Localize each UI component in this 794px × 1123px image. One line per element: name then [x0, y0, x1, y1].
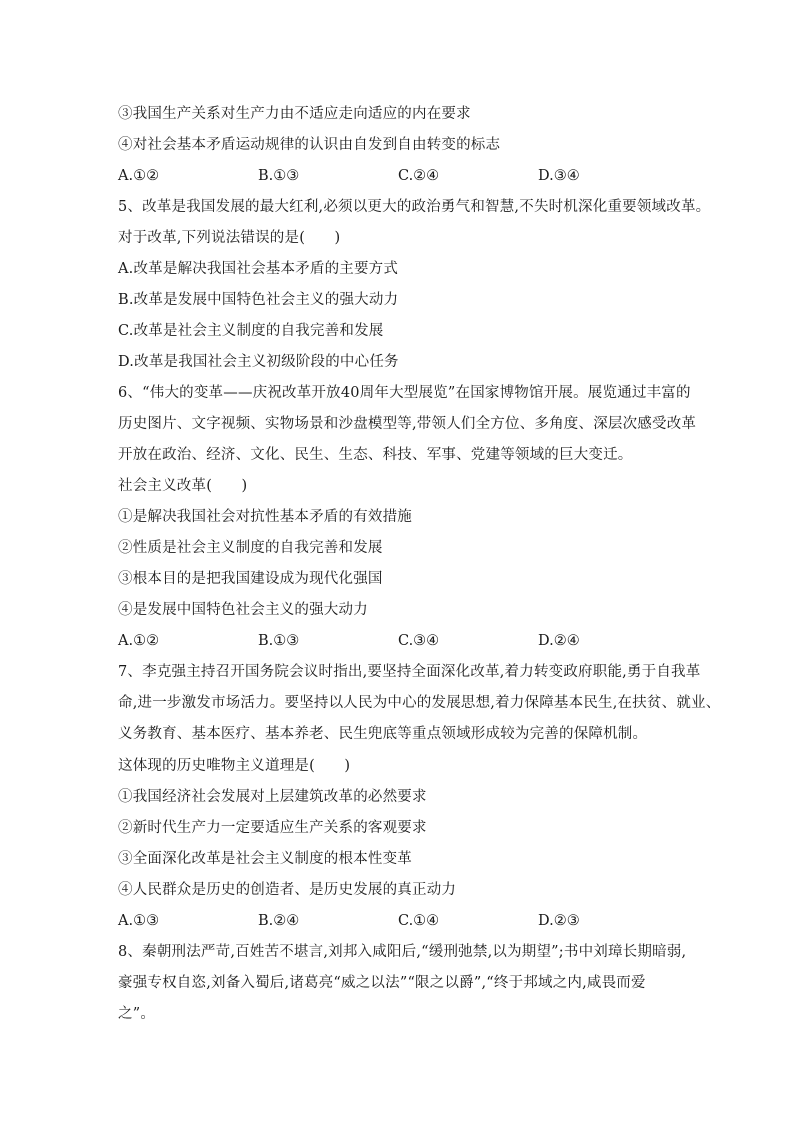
q4-option-b: B.①③	[258, 168, 300, 184]
q6-stem-line-2: 历史图片、文字视频、实物场景和沙盘模型等,带领人们全方位、多角度、深层次感受改革	[118, 416, 697, 432]
q7-stem-line-3: 义务教育、基本医疗、基本养老、民生兜底等重点领域形成较为完善的保障机制。	[118, 726, 648, 742]
q5-stem-line-2: 对于改革,下列说法错误的是( )	[118, 230, 341, 246]
q6-stem-line-3: 开放在政治、经济、文化、民生、生态、科技、军事、党建等领域的巨大变迁。	[118, 447, 633, 463]
q7-statement-2: ②新时代生产力一定要适应生产关系的客观要求	[118, 820, 427, 836]
q7-option-a: A.①③	[118, 913, 160, 929]
q7-statement-4: ④人民群众是历史的创造者、是历史发展的真正动力	[118, 882, 457, 898]
q6-statement-2: ②性质是社会主义制度的自我完善和发展	[118, 540, 383, 556]
q6-statement-3: ③根本目的是把我国建设成为现代化强国	[118, 571, 383, 587]
q6-stem-line-1: 6、“伟大的变革——庆祝改革开放40周年大型展览”在国家博物馆开展。展览通过丰富的	[118, 385, 691, 401]
q5-option-b: B.改革是发展中国特色社会主义的强大动力	[118, 292, 399, 308]
q4-option-c: C.②④	[398, 168, 440, 184]
q7-option-d: D.②③	[538, 913, 580, 929]
q7-stem-line-1: 7、李克强主持召开国务院会议时指出,要坚持全面深化改革,着力转变政府职能,勇于自我革	[118, 664, 701, 680]
q5-option-a: A.改革是解决我国社会基本矛盾的主要方式	[118, 261, 399, 277]
q7-option-b: B.②④	[258, 913, 300, 929]
q6-option-c: C.③④	[398, 633, 440, 649]
q6-statement-4: ④是发展中国特色社会主义的强大动力	[118, 602, 368, 618]
q8-stem-line-2: 豪强专权自恣,刘备入蜀后,诸葛亮“威之以法”“限之以爵”,“终于邦域之内,咸畏而爱	[118, 975, 646, 991]
q4-statement-3: ③我国生产关系对生产力由不适应走向适应的内在要求	[118, 106, 471, 122]
q7-option-c: C.①④	[398, 913, 440, 929]
q7-statement-3: ③全面深化改革是社会主义制度的根本性变革	[118, 851, 412, 867]
q6-option-b: B.①③	[258, 633, 300, 649]
q5-stem-line-1: 5、改革是我国发展的最大红利,必须以更大的政治勇气和智慧,不失时机深化重要领域改革。	[118, 199, 711, 215]
q4-statement-4: ④对社会基本矛盾运动规律的认识由自发到自由转变的标志	[118, 137, 501, 153]
q5-option-c: C.改革是社会主义制度的自我完善和发展	[118, 323, 384, 339]
q7-statement-1: ①我国经济社会发展对上层建筑改革的必然要求	[118, 789, 427, 805]
q4-option-d: D.③④	[538, 168, 580, 184]
q7-question: 这体现的历史唯物主义道理是( )	[118, 758, 351, 774]
q4-option-a: A.①②	[118, 168, 160, 184]
q6-statement-1: ①是解决我国社会对抗性基本矛盾的有效措施	[118, 509, 412, 525]
q8-stem-line-1: 8、秦朝刑法严苛,百姓苦不堪言,刘邦入咸阳后,“缓刑弛禁,以为期望”;书中刘璋长期暗弱,	[118, 944, 687, 960]
q8-stem-line-3: 之”。	[118, 1006, 156, 1022]
q6-option-a: A.①②	[118, 633, 160, 649]
q5-option-d: D.改革是我国社会主义初级阶段的中心任务	[118, 354, 399, 370]
q7-stem-line-2: 命,进一步激发市场活力。要坚持以人民为中心的发展思想,着力保障基本民生,在扶贫、就业、	[118, 695, 721, 711]
q6-option-d: D.②④	[538, 633, 580, 649]
q6-question: 社会主义改革( )	[118, 478, 248, 494]
